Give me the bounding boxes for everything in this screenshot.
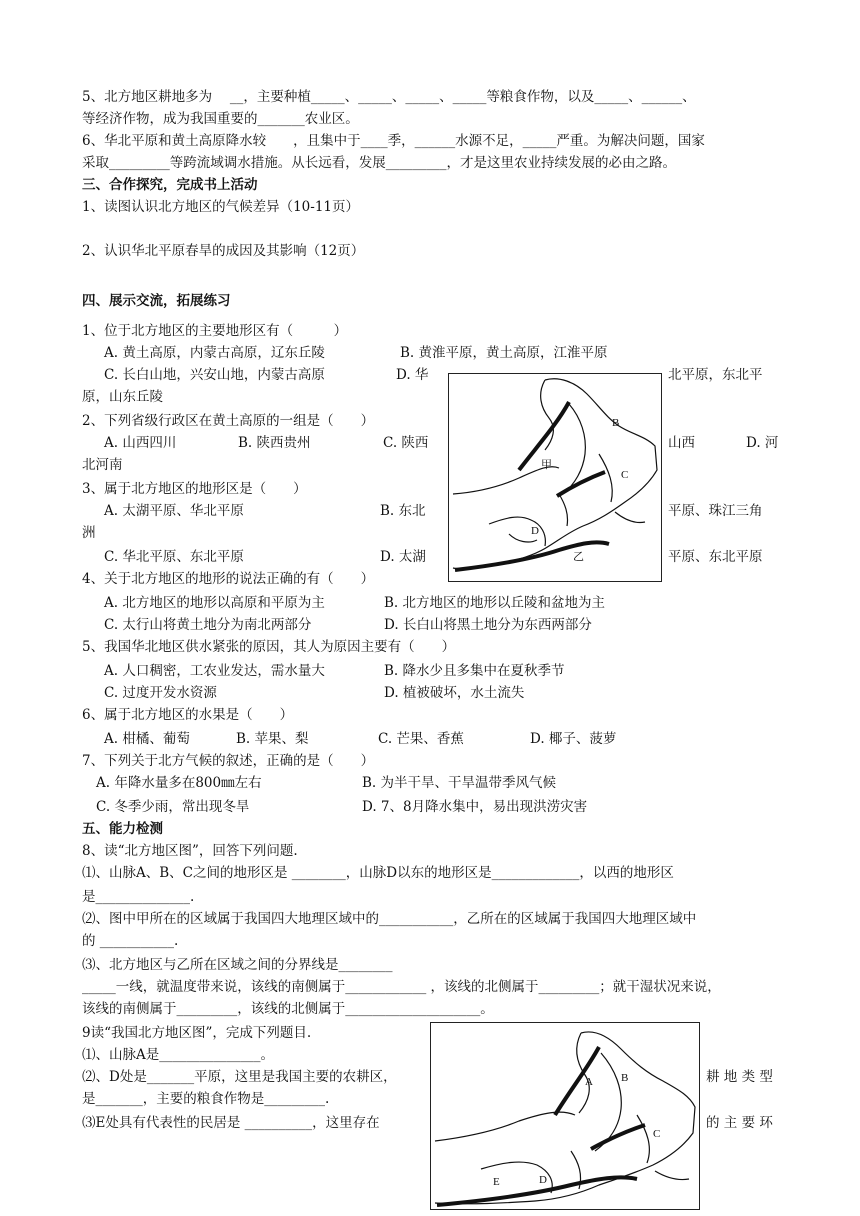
mc1-option-d-start: D. 华 <box>396 367 429 383</box>
q9-part3-right: 的 主 要 环 <box>706 1115 773 1131</box>
mc3-option-b-mid: 平原、珠江三角 <box>668 503 763 519</box>
mc2-option-a: A. 山西四川 <box>104 435 177 451</box>
mc2-option-c-start: C. 陕西 <box>383 435 429 451</box>
mc6-option-c: C. 芒果、香蕉 <box>378 731 464 747</box>
section-4-heading: 四、展示交流，拓展练习 <box>82 293 231 309</box>
mc3-option-a: A. 太湖平原、华北平原 <box>104 503 244 519</box>
mc4-option-a: A. 北方地区的地形以高原和平原为主 <box>104 595 325 611</box>
mc2-option-b: B. 陕西贵州 <box>238 435 311 451</box>
mc2-option-d-start: D. 河 <box>746 435 779 451</box>
mc5-option-a: A. 人口稠密，工农业发达，需水量大 <box>104 663 325 679</box>
q8-part2-line1: ⑵、图中甲所在的区域属于我国四大地理区域中的___________，乙所在的区域属于我国四大地理区域中 <box>82 911 697 927</box>
activity-1: 1、读图认识北方地区的气候差异（10-11页） <box>82 199 360 215</box>
mc4-option-c: C. 太行山将黄土地分为南北两部分 <box>104 617 312 633</box>
q8-part3-line2: _____一线，就温度带来说，该线的南侧属于____________ ，该线的北侧属于_________；就干湿状况来说， <box>82 979 721 995</box>
mc5-option-d: D. 植被破坏，水土流失 <box>384 685 525 701</box>
map-2-label-b: B <box>621 1072 629 1084</box>
mc1-question: 1、位于北方地区的主要地形区有（ ） <box>82 323 348 339</box>
north-region-map-2 <box>430 1022 700 1210</box>
q9-part1: ⑴、山脉A是_______________。 <box>82 1047 274 1063</box>
map-2-drawing <box>431 1023 699 1209</box>
mc2-option-d-end: 北河南 <box>82 457 123 473</box>
q8-part1-line2: 是______________. <box>82 889 195 905</box>
q9-part2-right: 耕 地 类 型 <box>706 1069 773 1085</box>
map-1-label-jia: 甲 <box>541 459 552 471</box>
mc3-option-d-end: 平原、东北平原 <box>668 549 763 565</box>
mc7-question: 7、下列关于北方气候的叙述，正确的是（ ） <box>82 753 375 769</box>
mc6-option-a: A. 柑橘、葡萄 <box>104 731 190 747</box>
mc1-option-b: B. 黄淮平原，黄土高原，江淮平原 <box>400 345 608 361</box>
mc5-option-b: B. 降水少且多集中在夏秋季节 <box>384 663 565 679</box>
mc5-option-c: C. 过度开发水资源 <box>104 685 217 701</box>
mc3-question: 3、属于北方地区的地形区是（ ） <box>82 481 307 497</box>
north-region-map-1 <box>448 373 662 582</box>
mc4-question: 4、关于北方地区的地形的说法正确的有（ ） <box>82 571 375 587</box>
mc6-question: 6、属于北方地区的水果是（ ） <box>82 707 294 723</box>
mc7-option-d: D. 7、8月降水集中，易出现洪涝灾害 <box>362 799 588 815</box>
map-1-drawing <box>449 374 661 581</box>
mc5-question: 5、我国华北地区供水紧张的原因，其人为原因主要有（ ） <box>82 639 456 655</box>
mc1-option-a: A. 黄土高原，内蒙古高原，辽东丘陵 <box>104 345 325 361</box>
q8-part3-line3: 该线的南侧属于_________，该线的北侧属于____________________。 <box>82 1001 494 1017</box>
q9-part2-line2: 是_______，主要的粮食作物是_________. <box>82 1091 330 1107</box>
mc1-option-d-mid: 北平原，东北平 <box>668 367 763 383</box>
mc7-option-a: A. 年降水量多在800㎜左右 <box>96 775 262 791</box>
map-1-label-yi: 乙 <box>573 551 584 563</box>
mc6-option-b: B. 苹果、梨 <box>236 731 309 747</box>
q6-line-2: 采取_________等跨流域调水措施。从长远看，发展_________，才是这里农业持续发展的必由之路。 <box>82 155 676 171</box>
map-1-label-b: B <box>612 417 620 429</box>
mc2-question: 2、下列省级行政区在黄土高原的一组是（ ） <box>82 413 375 429</box>
map-2-label-d: D <box>539 1174 547 1186</box>
mc1-option-c: C. 长白山地，兴安山地，内蒙古高原 <box>104 367 325 383</box>
q8-part1-line1: ⑴、山脉A、B、C之间的地形区是 ________，山脉D以东的地形区是_____________，以西的地形区 <box>82 865 674 881</box>
mc4-option-b: B. 北方地区的地形以丘陵和盆地为主 <box>384 595 606 611</box>
mc7-option-c: C. 冬季少雨，常出现冬旱 <box>96 799 250 815</box>
q9-title: 9读“我国北方地区图”，完成下列题目. <box>82 1025 312 1041</box>
section-3-heading: 三、合作探究，完成书上活动 <box>82 177 258 193</box>
mc2-option-c-end: 山西 <box>668 435 695 451</box>
mc1-option-d-end: 原，山东丘陵 <box>82 389 163 405</box>
mc3-option-b-end: 洲 <box>82 525 96 541</box>
q6-line-1: 6、华北平原和黄土高原降水较 ，且集中于____季，______水源不足，_____严重。为解决问题，国家 <box>82 133 705 149</box>
q9-part2-line1: ⑵、D处是_______平原，这里是我国主要的农耕区， <box>82 1069 397 1085</box>
map-2-label-e: E <box>493 1176 500 1188</box>
map-1-label-c: C <box>621 469 629 481</box>
activity-2: 2、认识华北平原春旱的成因及其影响（12页） <box>82 243 365 259</box>
map-1-label-d: D <box>531 525 539 537</box>
map-2-label-c: C <box>653 1128 661 1140</box>
q5-line-2: 等经济作物，成为我国重要的_______农业区。 <box>82 111 359 127</box>
q8-part3-line1: ⑶、北方地区与乙所在区域之间的分界线是________ <box>82 957 393 973</box>
q8-part2-line2: 的 ___________. <box>82 933 179 949</box>
mc4-option-d: D. 长白山将黑土地分为东西两部分 <box>384 617 592 633</box>
q8-title: 8、读“北方地区图”，回答下列问题. <box>82 843 298 859</box>
map-2-label-a: A <box>585 1076 593 1088</box>
q9-part3-line1: ⑶E处具有代表性的民居是 __________，这里存在 <box>82 1115 380 1131</box>
mc7-option-b: B. 为半干旱、干旱温带季风气候 <box>362 775 557 791</box>
mc6-option-d: D. 椰子、菠萝 <box>530 731 617 747</box>
mc3-option-d-start: D. 太湖 <box>380 549 426 565</box>
section-5-heading: 五、能力检测 <box>82 821 163 837</box>
mc3-option-b-start: B. 东北 <box>380 503 426 519</box>
mc3-option-c: C. 华北平原、东北平原 <box>104 549 244 565</box>
q5-line-1: 5、北方地区耕地多为 __，主要种植_____、_____、_____、_____等粮食作物，以及_____、______、 <box>82 89 696 105</box>
